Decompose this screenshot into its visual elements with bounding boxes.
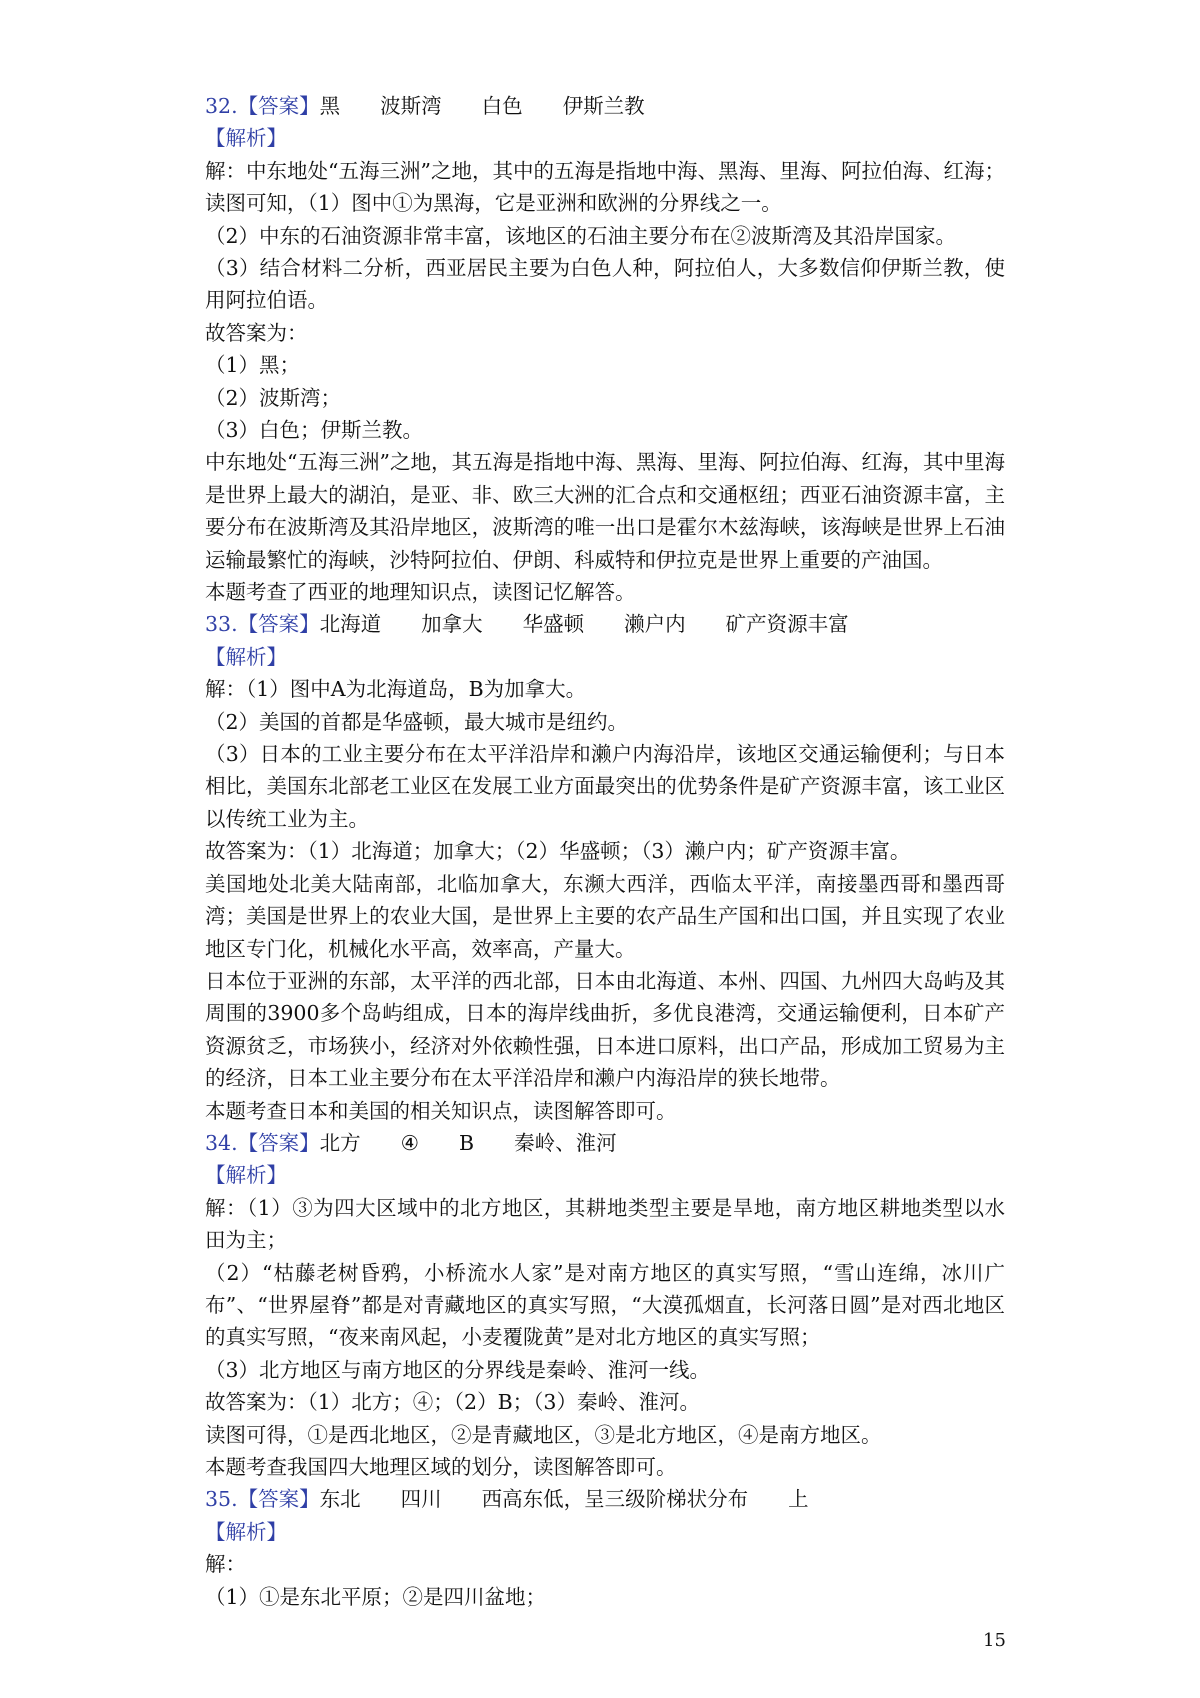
q34-answer-3: B <box>459 1130 475 1155</box>
q34-line-1: 解：（1）③为四大区域中的北方地区，其耕地类型主要是旱地，南方地区耕地类型以水田为主； <box>205 1195 1005 1253</box>
q34-answer-line <box>205 1127 1005 1159</box>
q35-analysis-tag: 【解析】 <box>205 1519 287 1544</box>
q32-line-5: （1）黑； <box>205 353 301 378</box>
q33-answer-2: 加拿大 <box>421 612 483 637</box>
q32-answer-2: 波斯湾 <box>380 94 442 118</box>
q32-line-9: 本题考查了西亚的地理知识点，读图记忆解答。 <box>205 580 636 605</box>
q34-number: 34. <box>205 1130 238 1155</box>
q33-answer-3: 华盛顿 <box>522 612 585 637</box>
q33-line-6: 日本位于亚洲的东部，太平洋的西北部，日本由北海道、本州、四国、九州四大岛屿及其周围的3900多个岛屿组成，日本的海岸线曲折，多优良港湾，交通运输便利，日本矿产资源贫乏，市场狭小，经济对外依赖性强，日本进口原料，出口产品，形成加工贸易为主的经济，日本工业主要分布在太平洋沿岸和濑户内海沿岸的狭长地带。 <box>205 968 1005 1091</box>
q35-answer-1: 东北 <box>319 1487 361 1512</box>
q33-line-2: （2）美国的首都是华盛顿，最大城市是纽约。 <box>205 709 629 734</box>
q34-line-3: （3）北方地区与南方地区的分界线是秦岭、淮河一线。 <box>205 1357 711 1382</box>
q35-answer-3: 西高东低，呈三级阶梯状分布 <box>481 1487 749 1512</box>
q32-answer-3: 白色 <box>481 94 523 118</box>
q32-line-1: 解：中东地处“五海三洲”之地，其中的五海是指地中海、黑海、里海、阿拉伯海、红海；读图可知，（1）图中①为黑海，它是亚洲和欧洲的分界线之一。 <box>205 158 1005 216</box>
q33-number: 33. <box>205 612 238 637</box>
q32-line-7: （3）白色；伊斯兰教。 <box>205 418 424 443</box>
q33-analysis-tag: 【解析】 <box>205 644 287 669</box>
q34-line-6: 本题考查我国四大地理区域的划分，读图解答即可。 <box>205 1454 677 1479</box>
q33-line-4: 故答案为：（1）北海道；加拿大；（2）华盛顿；（3）濑户内；矿产资源丰富。 <box>205 839 911 864</box>
q33-line-5: 美国地处北美大陆南部，北临加拿大，东濒大西洋，西临太平洋，南接墨西哥和墨西哥湾；美国是世界上的农业大国，是世界上主要的农产品生产国和出口国，并且实现了农业地区专门化，机械化水平高，效率高，产量大。 <box>205 871 1005 961</box>
q32-answer-1: 黑 <box>319 94 341 118</box>
q32-line-4: 故答案为： <box>205 320 308 345</box>
q32-line-6: （2）波斯湾； <box>205 385 342 410</box>
q32-answer-tag: 【答案】 <box>237 94 320 118</box>
q34-answer-4: 秦岭、淮河 <box>514 1130 617 1155</box>
q32-analysis-tag: 【解析】 <box>205 126 287 151</box>
q35-answer-line <box>205 1483 1005 1515</box>
q33-answer-5: 矿产资源丰富 <box>725 612 849 637</box>
q35-line-1: 解： <box>205 1552 246 1577</box>
q35-line-2: （1）①是东北平原；②是四川盆地； <box>205 1584 547 1609</box>
q32-line-8: 中东地处“五海三洲”之地，其五海是指地中海、黑海、里海、阿拉伯海、红海，其中里海是世界上最大的湖泊，是亚、非、欧三大洲的汇合点和交通枢纽；西亚石油资源丰富，主要分布在波斯湾及其沿岸地区，波斯湾的唯一出口是霍尔木兹海峡，该海峡是世界上石油运输最繁忙的海峡，沙特阿拉伯、伊朗、科威特和伊拉克是世界上重要的产油国。 <box>205 450 1005 572</box>
q34-answer-1: 北方 <box>319 1130 361 1155</box>
q32-line-3: （3）结合材料二分析，西亚居民主要为白色人种，阿拉伯人，大多数信仰伊斯兰教，使用阿拉伯语。 <box>205 256 1005 313</box>
q35-answer-2: 四川 <box>400 1487 442 1512</box>
q33-answer-tag: 【答案】 <box>237 612 320 637</box>
q33-line-1: 解：（1）图中A为北海道岛，B为加拿大。 <box>205 677 587 702</box>
q34-answer-tag: 【答案】 <box>237 1130 320 1155</box>
q32-answer-4: 伊斯兰教 <box>562 94 645 118</box>
page-number: 15 <box>983 1630 1006 1651</box>
q32-number: 32. <box>205 94 238 118</box>
q35-number: 35. <box>205 1487 238 1512</box>
q35-answer-tag: 【答案】 <box>237 1487 320 1512</box>
q33-answer-1: 北海道 <box>319 612 382 637</box>
q33-line-7: 本题考查日本和美国的相关知识点，读图解答即可。 <box>205 1098 677 1123</box>
q34-line-5: 读图可得，①是西北地区，②是青藏地区，③是北方地区，④是南方地区。 <box>205 1422 882 1447</box>
q34-line-2: （2）“枯藤老树昏鸦，小桥流水人家”是对南方地区的真实写照，“雪山连绵，冰川广布”、“世界屋脊”都是对青藏地区的真实写照，“大漠孤烟直，长河落日圆”是对西北地区的真实写照，“夜来南风起，小麦覆陇黄”是对北方地区的真实写照； <box>205 1260 1005 1350</box>
q33-answer-line <box>205 608 1005 640</box>
page-content <box>205 90 1005 1613</box>
q33-answer-4: 濑户内 <box>624 612 686 637</box>
q35-answer-4: 上 <box>788 1487 809 1512</box>
q32-line-2: （2）中东的石油资源非常丰富，该地区的石油主要分布在②波斯湾及其沿岸国家。 <box>205 223 957 248</box>
q33-line-3: （3）日本的工业主要分布在太平洋沿岸和濑户内海沿岸，该地区交通运输便利；与日本相比，美国东北部老工业区在发展工业方面最突出的优势条件是矿产资源丰富，该工业区以传统工业为主。 <box>205 742 1005 831</box>
q32-answer-line <box>205 90 1005 122</box>
q34-analysis-tag: 【解析】 <box>205 1163 287 1188</box>
q34-answer-2: ④ <box>400 1130 419 1155</box>
q34-line-4: 故答案为：（1）北方；④；（2）B；（3）秦岭、淮河。 <box>205 1390 700 1415</box>
